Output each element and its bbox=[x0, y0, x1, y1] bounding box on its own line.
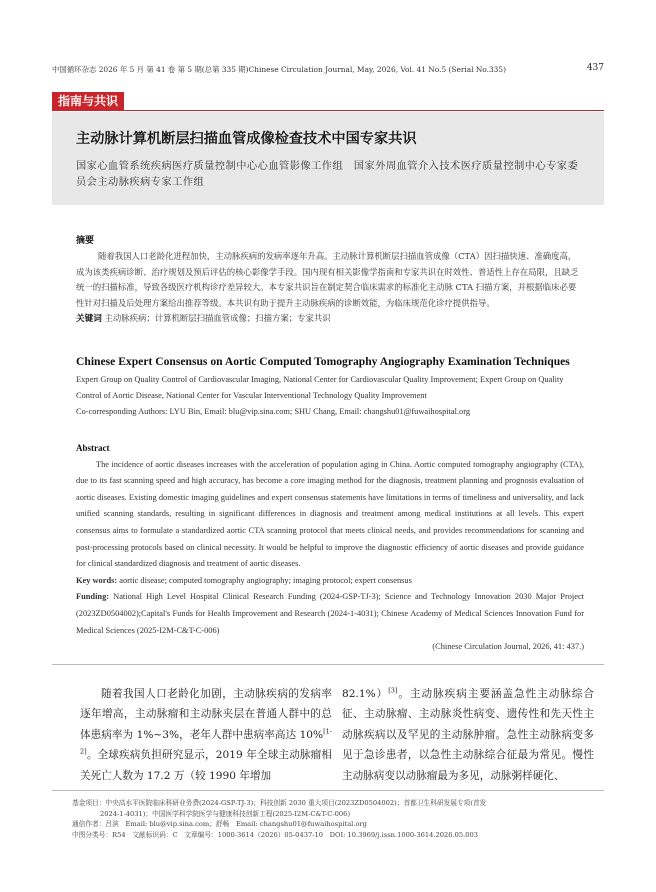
section-tag-rule bbox=[52, 110, 604, 111]
title-chinese: 主动脉计算机断层扫描血管成像检查技术中国专家共识 bbox=[76, 131, 417, 147]
abstract-divider bbox=[52, 664, 604, 665]
footnote-funding-continued: 2024-1-4031)；中国医学科学院医学与健康科技创新工程(2025-I2M-C&T-C-006) bbox=[100, 809, 351, 818]
body-right-text-b: 。主动脉疾病主要涵盖急性主动脉综合征、主动脉瘤、主动脉炎性病变、遗传性和先天性主动脉疾病以及罕见的主动脉肿瘤。急性主动脉病变多见于急诊患者，以急性主动脉综合征最为常见。慢性主动脉病变以动脉瘤最为多见，动脉粥样硬化、 bbox=[342, 688, 595, 782]
body-left-text-b: 。全球疾病负担研究显示，2019 年全球主动脉瘤相关死亡人数为 17.2 万（较 1990 年增加 bbox=[80, 749, 332, 782]
body-left-text-a: 随着我国人口老龄化加剧，主动脉疾病的发病率逐年增高，主动脉瘤和主动脉夹层在普通人群中的总体患病率为 1%~3%，老年人群中患病率高达 10% bbox=[80, 688, 332, 741]
body-paragraph-right bbox=[342, 684, 594, 786]
abstract-chinese-heading: 摘要 bbox=[76, 236, 95, 246]
keywords-chinese-label: 关键词 bbox=[76, 314, 102, 325]
abstract-english bbox=[76, 440, 584, 656]
running-header: 中国循环杂志 2026 年 5 月 第 41 卷 第 5 期(总第 335 期)Chinese Circulation Journal, May, 2026, Vol. 41 No.5 (Serial No.335) bbox=[52, 65, 506, 74]
footnotes bbox=[72, 798, 592, 840]
title-box bbox=[52, 112, 604, 205]
english-title-block bbox=[76, 355, 584, 420]
body-left-citation: [1-2] bbox=[80, 727, 332, 756]
authors-chinese: 国家心血管系统疾病医疗质量控制中心心血管影像工作组 国家外周血管介入技术医疗质量控制中心专家委员会主动脉疾病专家工作组 bbox=[76, 161, 579, 188]
funding-english-text: National High Level Hospital Clinical Research Funding (2024-GSP-TJ-3); Science and Technology Innovation 2030 Major Project (2023ZD0504002);Capital's Funds for Health Improvement and Research (2024-1-4031); Chinese Academy of Medical Sciences Innovation Fund for Medical Sciences (2025-I2M-C&T-C-006) bbox=[76, 592, 585, 635]
keywords-chinese bbox=[76, 311, 584, 327]
keywords-english bbox=[76, 573, 584, 590]
funding-english-label: Funding: bbox=[76, 592, 110, 602]
section-tag: 指南与共识 bbox=[52, 92, 124, 111]
abstract-english-heading: Abstract bbox=[76, 443, 110, 453]
body-column-right bbox=[342, 684, 594, 786]
abstract-english-body: The incidence of aortic diseases increases with the acceleration of population aging in China. Aortic computed tomography angiography (CTA), due to its fast scanning speed and high accuracy, has become a core imaging method for the diagnosis, treatment planning and prognosis evaluation of aortic diseases. Existing domestic imaging guidelines and expert consensus statements have limitations in terms of timeliness and universality, and lack unified scanning standards, resulting in significant differences in diagnosis and treatment among medical institutions at all levels. This expert consensus aims to formulate a standardized aortic CTA scanning protocol that meets clinical needs, and provides recommendations for scanning and post-processing protocols based on clinical necessity. It would be helpful to improve the diagnostic efficiency of aortic diseases and provide guidance for clinical standardized diagnosis and treatment of aortic diseases. bbox=[76, 459, 584, 569]
authors-english: Expert Group on Quality Control of Cardiovascular Imaging, National Center for Cardiovascular Quality Improvement; Expert Group on Quality Control of Aortic Disease, National Center for Vascular Interventional Technology Quality Improvement bbox=[76, 375, 564, 400]
footnote-funding: 基金项目：中央高水平医院临床科研业务费(2024-GSP-TJ-3)；科技创新 2030 重大项目(2023ZD0504002)；首都卫生科研发展专项(首发 bbox=[72, 799, 487, 807]
citation: (Chinese Circulation Journal, 2026, 41: 437.) bbox=[432, 642, 584, 652]
body-right-text-a: 82.1%） bbox=[342, 688, 389, 700]
footnote-divider bbox=[52, 790, 604, 791]
abstract-chinese bbox=[76, 234, 584, 327]
funding-english bbox=[76, 589, 584, 639]
footnote-classification: 中图分类号：R54 文献标识码：C 文章编号：1000-3614（2026）05-0437-10 DOI: 10.3969/j.issn.1000-3614.2026.05.003 bbox=[72, 830, 479, 839]
body-right-citation: [3] bbox=[388, 686, 398, 695]
abstract-chinese-body: 随着我国人口老龄化进程加快，主动脉疾病的发病率逐年升高。主动脉计算机断层扫描血管成像（CTA）因扫描快速、准确度高，成为该类疾病诊断、治疗规划及预后评估的核心影像学手段。国内现有相关影像学指南和专家共识在时效性、普适性上存在局限，且缺乏统一的扫描标准，导致各级医疗机构诊疗差异较大。本专家共识旨在制定契合临床需求的标准化主动脉 CTA 扫描方案，并根据临床必要性针对扫描及后处理方案给出推荐等级。本共识有助于提升主动脉疾病的诊断效能，为临床规范化诊疗提供指导。 bbox=[76, 251, 579, 308]
footnote-authors: 通信作者：吕滨 Email: blu@vip.sina.com；舒畅 Email: changshu01@fuwaihospital.org bbox=[72, 820, 367, 829]
body-paragraph-left bbox=[80, 684, 332, 786]
title-english: Chinese Expert Consensus on Aortic Computed Tomography Angiography Examination Techniques bbox=[76, 355, 570, 368]
keywords-english-label: Key words: bbox=[76, 575, 118, 585]
corresponding-authors: Co-corresponding Authors: LYU Bin, Email: blu@vip.sina.com; SHU Chang, Email: changshu01@fuwaihospital.org bbox=[76, 407, 471, 416]
page-number: 437 bbox=[586, 63, 604, 73]
body-column-left bbox=[80, 684, 332, 786]
keywords-english-text: aortic disease; computed tomography angiography; imaging protocol; expert consensus bbox=[119, 575, 412, 585]
keywords-chinese-text: 主动脉疾病；计算机断层扫描血管成像；扫描方案；专家共识 bbox=[104, 313, 331, 324]
